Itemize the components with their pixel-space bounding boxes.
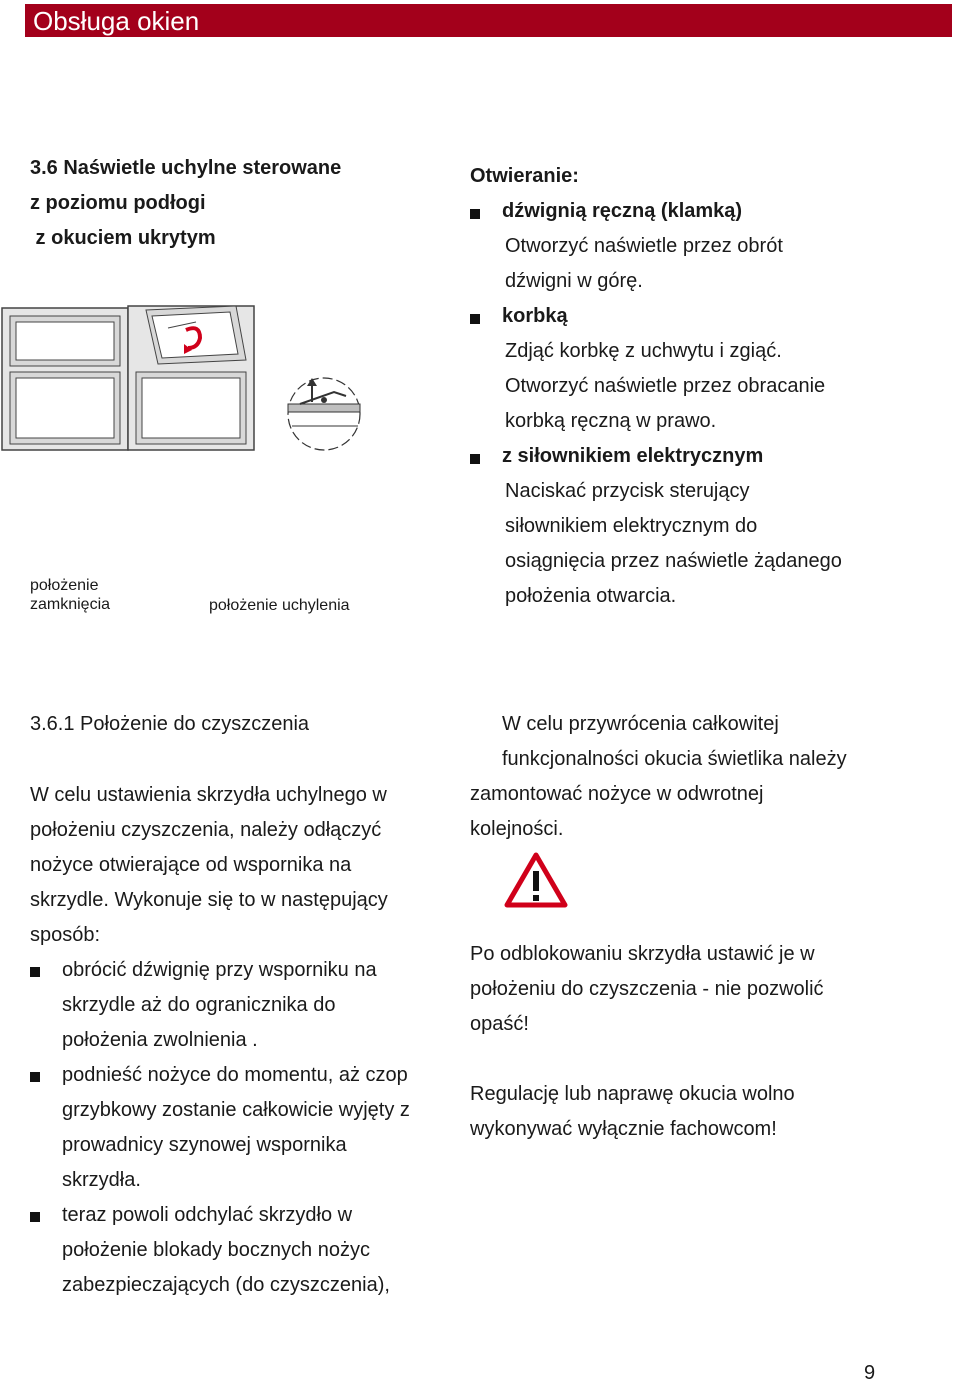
bullet-icon: [470, 314, 480, 324]
bullet-icon: [470, 209, 480, 219]
page-number: 9: [864, 1362, 876, 1384]
cleaning-step-2-line-2: grzybkowy zostanie całkowicie wyjęty z: [62, 1099, 410, 1121]
bullet-icon: [470, 454, 480, 464]
cleaning-intro-line-4: skrzydle. Wykonuje się to w następujący: [30, 889, 388, 911]
cleaning-title: 3.6.1 Położenie do czyszczenia: [30, 713, 310, 735]
cleaning-step-3-line-1: teraz powoli odchylać skrzydło w: [62, 1204, 353, 1226]
label-closed-line-2: zamknięcia: [30, 596, 111, 613]
tilted-window-figure: [128, 306, 254, 450]
opening-item-lever-line-2: dźwigni w górę.: [505, 270, 643, 292]
opening-item-motor-line-3: osiągnięcia przez naświetle żądanego: [505, 550, 842, 572]
cleaning-step-2-line-4: skrzydła.: [62, 1169, 141, 1191]
page-header-title: Obsługa okien: [33, 6, 200, 36]
opening-item-crank-label: korbką: [502, 305, 568, 327]
opening-item-motor-line-2: siłownikiem elektrycznym do: [505, 515, 758, 537]
opening-item-lever-label: dźwignią ręczną (klamką): [502, 200, 743, 222]
cleaning-step-1-line-1: obrócić dźwignię przy wsporniku na: [62, 959, 377, 981]
cleaning-step-3-line-3: zabezpieczających (do czyszczenia),: [62, 1274, 390, 1296]
opening-heading: Otwieranie:: [470, 165, 579, 187]
closed-window-figure: [2, 308, 128, 450]
cleaning-step-2-line-1: podnieść nożyce do momentu, aż czop: [62, 1064, 408, 1086]
opening-item-motor-label: z siłownikiem elektrycznym: [502, 445, 764, 467]
window-illustrations: [0, 300, 370, 460]
section-title-line-3: z okuciem ukrytym: [30, 227, 216, 249]
opening-item-crank-line-2: Otworzyć naświetle przez obracanie: [505, 375, 826, 397]
cleaning-step-3-line-2: położenie blokady bocznych nożyc: [62, 1239, 370, 1261]
cleaning-intro-line-1: W celu ustawienia skrzydła uchylnego w: [30, 784, 387, 806]
cleaning-step-2-line-3: prowadnicy szynowej wspornika: [62, 1134, 347, 1156]
opening-item-motor-line-1: Naciskać przycisk sterujący: [505, 480, 750, 502]
label-closed-line-1: położenie: [30, 577, 99, 594]
label-tilted: położenie uchylenia: [209, 597, 350, 614]
restore-line-3: zamontować nożyce w odwrotnej: [470, 783, 764, 805]
note-line-2: wykonywać wyłącznie fachowcom!: [470, 1118, 777, 1140]
cleaning-step-1-line-3: położenia zwolnienia .: [62, 1029, 258, 1051]
restore-line-4: kolejności.: [470, 818, 564, 840]
section-title-line-1: 3.6 Naświetle uchylne sterowane: [30, 157, 342, 179]
restore-line-1: W celu przywrócenia całkowitej: [502, 713, 779, 735]
restore-line-2: funkcjonalności okucia świetlika należy: [502, 748, 847, 770]
opening-item-crank-line-1: Zdjąć korbkę z uchwytu i zgiąć.: [505, 340, 782, 362]
mechanism-detail-figure: [288, 378, 360, 450]
section-title-line-2: z poziomu podłogi: [30, 192, 206, 214]
bullet-icon: [30, 1212, 40, 1222]
opening-item-lever-line-1: Otworzyć naświetle przez obrót: [505, 235, 783, 257]
cleaning-step-1-line-2: skrzydle aż do ogranicznika do: [62, 994, 336, 1016]
opening-item-crank-line-3: korbką ręczną w prawo.: [505, 410, 717, 432]
opening-item-motor-line-4: położenia otwarcia.: [505, 585, 677, 607]
warning-triangle-icon: [504, 852, 568, 908]
warning-line-3: opaść!: [470, 1013, 529, 1035]
warning-line-2: położeniu do czyszczenia - nie pozwolić: [470, 978, 824, 1000]
header-bar: [25, 4, 952, 37]
bullet-icon: [30, 967, 40, 977]
bullet-icon: [30, 1072, 40, 1082]
cleaning-intro-line-2: położeniu czyszczenia, należy odłączyć: [30, 819, 382, 841]
warning-line-1: Po odblokowaniu skrzydła ustawić je w: [470, 943, 815, 965]
cleaning-intro-line-5: sposób:: [30, 924, 101, 946]
cleaning-intro-line-3: nożyce otwierające od wspornika na: [30, 854, 352, 876]
note-line-1: Regulację lub naprawę okucia wolno: [470, 1083, 795, 1105]
